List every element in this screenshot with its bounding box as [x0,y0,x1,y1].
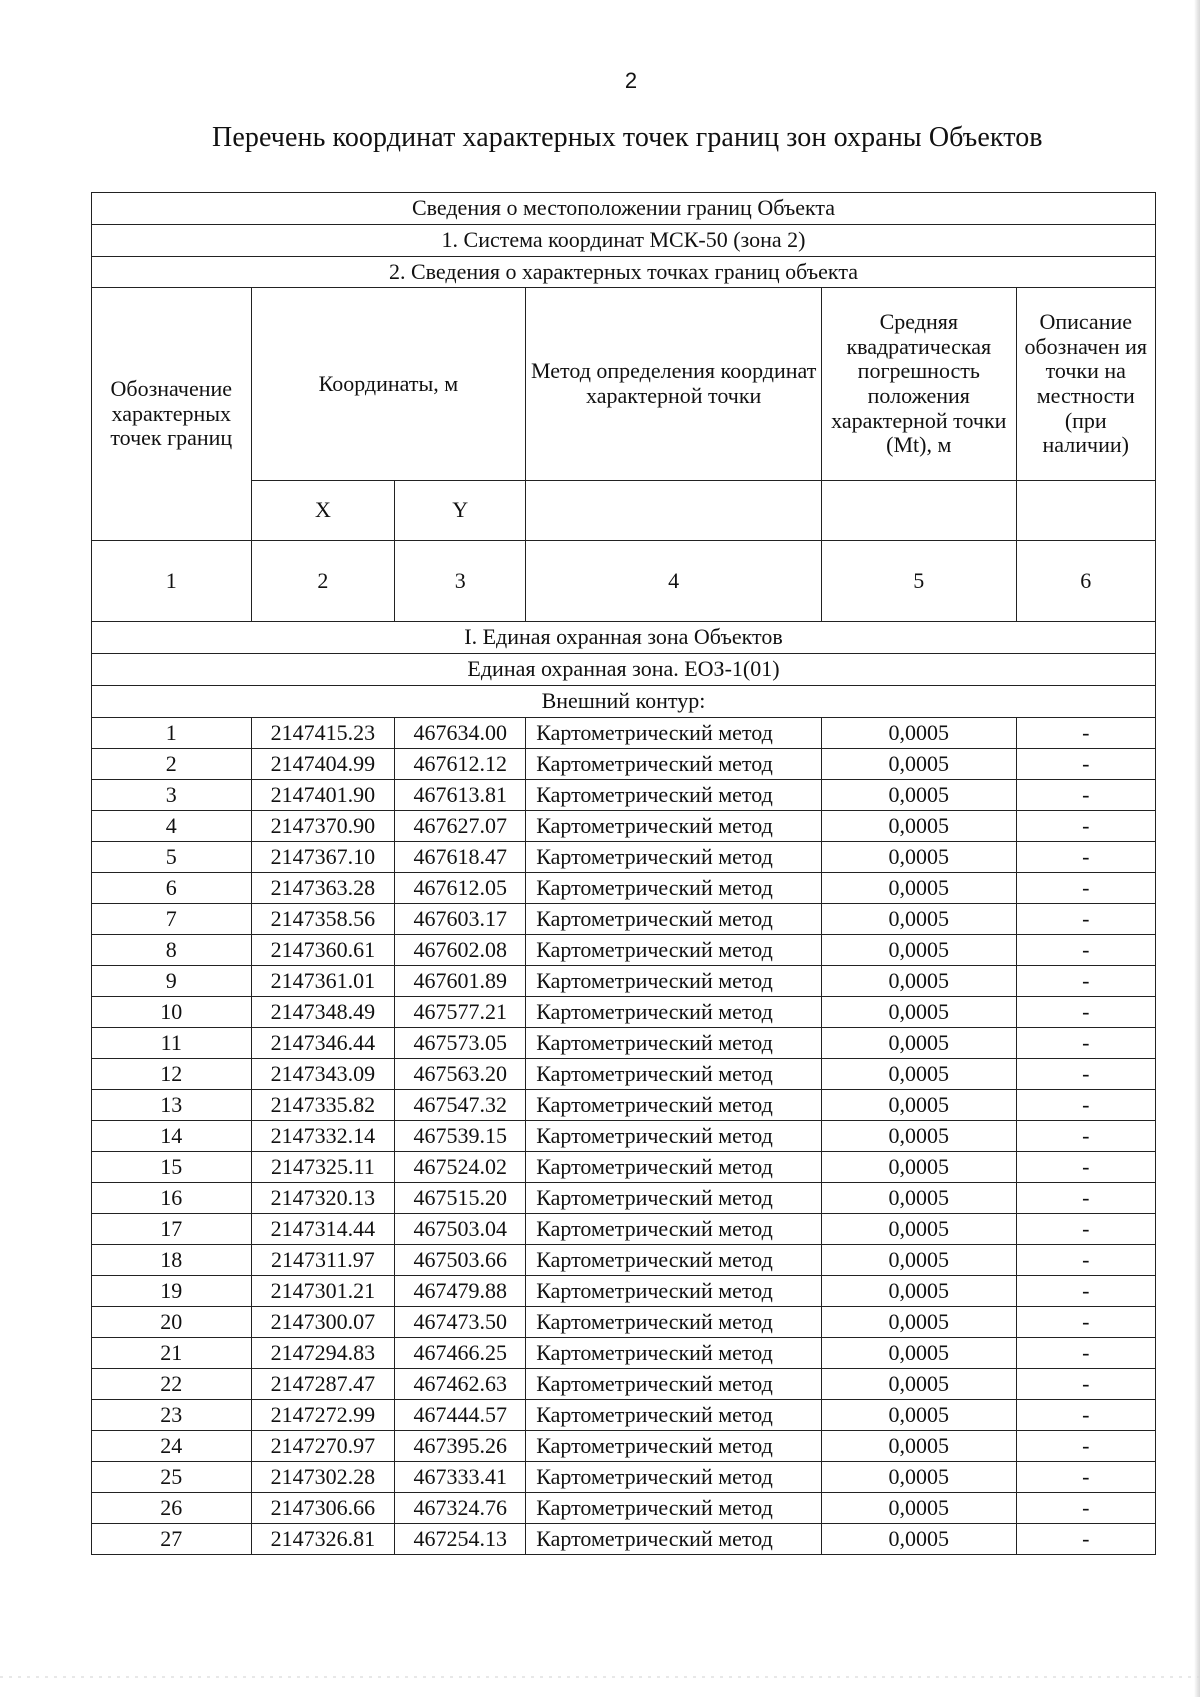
point-number-cell: 27 [92,1524,252,1555]
description-cell: - [1016,966,1156,997]
point-number-cell: 17 [92,1214,252,1245]
y-coordinate-cell: 467395.26 [395,1431,526,1462]
description-cell: - [1016,873,1156,904]
y-coordinate-cell: 467573.05 [395,1028,526,1059]
table-row [92,1183,1156,1214]
table-row [92,935,1156,966]
method-cell: Картометрический метод [526,1028,822,1059]
description-cell: - [1016,1276,1156,1307]
coordinates-table [91,192,1156,1555]
point-number-cell: 8 [92,935,252,966]
method-cell: Картометрический метод [526,1152,822,1183]
method-cell: Картометрический метод [526,718,822,749]
error-cell: 0,0005 [822,1493,1016,1524]
method-cell: Картометрический метод [526,1369,822,1400]
description-cell: - [1016,1245,1156,1276]
table-row [92,1431,1156,1462]
column-header-coordinates: Координаты, м [251,288,526,481]
zone-title: Единая охранная зона. ЕОЗ-1(01) [92,654,1156,686]
column-number-row [92,541,1156,622]
table-row [92,1090,1156,1121]
point-number-cell: 2 [92,749,252,780]
y-coordinate-cell: 467612.05 [395,873,526,904]
x-coordinate-cell: 2147401.90 [251,780,395,811]
point-number-cell: 26 [92,1493,252,1524]
method-cell: Картометрический метод [526,1431,822,1462]
header-row-coordinate-system [92,225,1156,257]
method-cell: Картометрический метод [526,780,822,811]
point-number-cell: 24 [92,1431,252,1462]
x-coordinate-cell: 2147343.09 [251,1059,395,1090]
point-number-cell: 3 [92,780,252,811]
error-cell: 0,0005 [822,1462,1016,1493]
point-number-cell: 9 [92,966,252,997]
error-cell: 0,0005 [822,966,1016,997]
y-coordinate-cell: 467613.81 [395,780,526,811]
error-cell: 0,0005 [822,1369,1016,1400]
method-cell: Картометрический метод [526,1493,822,1524]
description-cell: - [1016,1369,1156,1400]
document-title: Перечень координат характерных точек границ зон охраны Объектов [212,122,1043,153]
point-number-cell: 7 [92,904,252,935]
y-coordinate-cell: 467254.13 [395,1524,526,1555]
table-row [92,780,1156,811]
table-row [92,1338,1156,1369]
scan-edge-shadow [1194,0,1200,1697]
x-coordinate-cell: 2147301.21 [251,1276,395,1307]
column-number: 4 [526,541,822,622]
table-row [92,1028,1156,1059]
column-subheader-empty [1016,481,1156,541]
x-coordinate-cell: 2147361.01 [251,966,395,997]
table-row [92,1524,1156,1555]
y-coordinate-cell: 467618.47 [395,842,526,873]
table-row [92,1400,1156,1431]
y-coordinate-cell: 467627.07 [395,811,526,842]
x-coordinate-cell: 2147306.66 [251,1493,395,1524]
contour-row [92,686,1156,718]
y-coordinate-cell: 467577.21 [395,997,526,1028]
column-header-x: X [251,481,395,541]
description-cell: - [1016,1028,1156,1059]
point-number-cell: 16 [92,1183,252,1214]
column-header-method: Метод определения координат характерной точки [526,288,822,481]
error-cell: 0,0005 [822,749,1016,780]
error-cell: 0,0005 [822,718,1016,749]
y-coordinate-cell: 467602.08 [395,935,526,966]
column-number: 6 [1016,541,1156,622]
point-number-cell: 13 [92,1090,252,1121]
y-coordinate-cell: 467634.00 [395,718,526,749]
description-cell: - [1016,1214,1156,1245]
header-object-info: Сведения о местоположении границ Объекта [92,193,1156,225]
method-cell: Картометрический метод [526,1307,822,1338]
x-coordinate-cell: 2147326.81 [251,1524,395,1555]
y-coordinate-cell: 467524.02 [395,1152,526,1183]
error-cell: 0,0005 [822,1090,1016,1121]
y-coordinate-cell: 467473.50 [395,1307,526,1338]
method-cell: Картометрический метод [526,749,822,780]
method-cell: Картометрический метод [526,1245,822,1276]
table-row [92,1214,1156,1245]
table-row [92,1059,1156,1090]
column-subheader-empty [526,481,822,541]
column-subheader-empty [822,481,1016,541]
description-cell: - [1016,1152,1156,1183]
column-header-point: Обозначение характерных точек границ [92,288,252,541]
table-row [92,1121,1156,1152]
method-cell: Картометрический метод [526,811,822,842]
point-number-cell: 21 [92,1338,252,1369]
scan-bottom-noise [0,1676,1200,1678]
page-number: 2 [624,68,638,93]
header-row-object [92,193,1156,225]
y-coordinate-cell: 467601.89 [395,966,526,997]
method-cell: Картометрический метод [526,1524,822,1555]
error-cell: 0,0005 [822,1276,1016,1307]
y-coordinate-cell: 467603.17 [395,904,526,935]
error-cell: 0,0005 [822,1214,1016,1245]
description-cell: - [1016,1524,1156,1555]
error-cell: 0,0005 [822,780,1016,811]
point-number-cell: 11 [92,1028,252,1059]
point-number-cell: 6 [92,873,252,904]
y-coordinate-cell: 467462.63 [395,1369,526,1400]
x-coordinate-cell: 2147346.44 [251,1028,395,1059]
method-cell: Картометрический метод [526,904,822,935]
x-coordinate-cell: 2147302.28 [251,1462,395,1493]
point-number-cell: 1 [92,718,252,749]
table-row [92,718,1156,749]
table-row [92,1462,1156,1493]
column-header-row [92,288,1156,481]
method-cell: Картометрический метод [526,997,822,1028]
x-coordinate-cell: 2147287.47 [251,1369,395,1400]
description-cell: - [1016,780,1156,811]
header-row-points-info [92,257,1156,288]
error-cell: 0,0005 [822,935,1016,966]
error-cell: 0,0005 [822,1183,1016,1214]
y-coordinate-cell: 467547.32 [395,1090,526,1121]
point-number-cell: 23 [92,1400,252,1431]
table-row [92,873,1156,904]
description-cell: - [1016,1493,1156,1524]
method-cell: Картометрический метод [526,1183,822,1214]
column-number: 5 [822,541,1016,622]
description-cell: - [1016,1121,1156,1152]
table-row [92,1245,1156,1276]
description-cell: - [1016,718,1156,749]
method-cell: Картометрический метод [526,1462,822,1493]
section-row [92,622,1156,654]
point-number-cell: 19 [92,1276,252,1307]
description-cell: - [1016,1462,1156,1493]
error-cell: 0,0005 [822,1028,1016,1059]
point-number-cell: 4 [92,811,252,842]
table-row [92,1369,1156,1400]
x-coordinate-cell: 2147311.97 [251,1245,395,1276]
description-cell: - [1016,1400,1156,1431]
table-row [92,966,1156,997]
x-coordinate-cell: 2147300.07 [251,1307,395,1338]
y-coordinate-cell: 467503.66 [395,1245,526,1276]
x-coordinate-cell: 2147370.90 [251,811,395,842]
x-coordinate-cell: 2147358.56 [251,904,395,935]
point-number-cell: 22 [92,1369,252,1400]
table-row [92,842,1156,873]
x-coordinate-cell: 2147363.28 [251,873,395,904]
x-coordinate-cell: 2147332.14 [251,1121,395,1152]
error-cell: 0,0005 [822,842,1016,873]
x-coordinate-cell: 2147325.11 [251,1152,395,1183]
zone-row [92,654,1156,686]
header-points-info: 2. Сведения о характерных точках границ объекта [92,257,1156,288]
method-cell: Картометрический метод [526,873,822,904]
y-coordinate-cell: 467333.41 [395,1462,526,1493]
description-cell: - [1016,1090,1156,1121]
y-coordinate-cell: 467612.12 [395,749,526,780]
table-row [92,1307,1156,1338]
x-coordinate-cell: 2147348.49 [251,997,395,1028]
x-coordinate-cell: 2147272.99 [251,1400,395,1431]
section-title: I. Единая охранная зона Объектов [92,622,1156,654]
method-cell: Картометрический метод [526,1400,822,1431]
x-coordinate-cell: 2147294.83 [251,1338,395,1369]
y-coordinate-cell: 467515.20 [395,1183,526,1214]
x-coordinate-cell: 2147314.44 [251,1214,395,1245]
point-number-cell: 25 [92,1462,252,1493]
error-cell: 0,0005 [822,1307,1016,1338]
error-cell: 0,0005 [822,904,1016,935]
description-cell: - [1016,1307,1156,1338]
contour-title: Внешний контур: [92,686,1156,718]
point-number-cell: 5 [92,842,252,873]
point-number-cell: 10 [92,997,252,1028]
x-coordinate-cell: 2147360.61 [251,935,395,966]
y-coordinate-cell: 467539.15 [395,1121,526,1152]
method-cell: Картометрический метод [526,1338,822,1369]
column-header-description: Описание обозначен ия точки на местности (при наличии) [1016,288,1156,481]
description-cell: - [1016,904,1156,935]
table-row [92,904,1156,935]
column-number: 2 [251,541,395,622]
point-number-cell: 15 [92,1152,252,1183]
description-cell: - [1016,749,1156,780]
method-cell: Картометрический метод [526,1059,822,1090]
x-coordinate-cell: 2147404.99 [251,749,395,780]
method-cell: Картометрический метод [526,842,822,873]
table-row [92,749,1156,780]
table-row [92,1276,1156,1307]
description-cell: - [1016,935,1156,966]
error-cell: 0,0005 [822,1059,1016,1090]
description-cell: - [1016,997,1156,1028]
y-coordinate-cell: 467324.76 [395,1493,526,1524]
description-cell: - [1016,1183,1156,1214]
point-number-cell: 12 [92,1059,252,1090]
y-coordinate-cell: 467563.20 [395,1059,526,1090]
method-cell: Картометрический метод [526,1214,822,1245]
method-cell: Картометрический метод [526,1121,822,1152]
y-coordinate-cell: 467444.57 [395,1400,526,1431]
method-cell: Картометрический метод [526,1090,822,1121]
x-coordinate-cell: 2147367.10 [251,842,395,873]
column-number: 3 [395,541,526,622]
error-cell: 0,0005 [822,873,1016,904]
header-coordinate-system: 1. Система координат МСК-50 (зона 2) [92,225,1156,257]
description-cell: - [1016,811,1156,842]
error-cell: 0,0005 [822,997,1016,1028]
error-cell: 0,0005 [822,811,1016,842]
column-header-error: Средняя квадратическая погрешность положения характерной точки (Mt), м [822,288,1016,481]
y-coordinate-cell: 467503.04 [395,1214,526,1245]
error-cell: 0,0005 [822,1400,1016,1431]
x-coordinate-cell: 2147335.82 [251,1090,395,1121]
table-row [92,1152,1156,1183]
error-cell: 0,0005 [822,1121,1016,1152]
table-row [92,997,1156,1028]
error-cell: 0,0005 [822,1245,1016,1276]
method-cell: Картометрический метод [526,935,822,966]
column-header-y: Y [395,481,526,541]
column-number: 1 [92,541,252,622]
x-coordinate-cell: 2147270.97 [251,1431,395,1462]
method-cell: Картометрический метод [526,966,822,997]
table-row [92,811,1156,842]
x-coordinate-cell: 2147320.13 [251,1183,395,1214]
error-cell: 0,0005 [822,1152,1016,1183]
error-cell: 0,0005 [822,1524,1016,1555]
point-number-cell: 14 [92,1121,252,1152]
y-coordinate-cell: 467466.25 [395,1338,526,1369]
point-number-cell: 20 [92,1307,252,1338]
error-cell: 0,0005 [822,1431,1016,1462]
description-cell: - [1016,1431,1156,1462]
point-number-cell: 18 [92,1245,252,1276]
y-coordinate-cell: 467479.88 [395,1276,526,1307]
description-cell: - [1016,842,1156,873]
method-cell: Картометрический метод [526,1276,822,1307]
description-cell: - [1016,1338,1156,1369]
x-coordinate-cell: 2147415.23 [251,718,395,749]
error-cell: 0,0005 [822,1338,1016,1369]
table-row [92,1493,1156,1524]
column-subheader-row [92,481,1156,541]
description-cell: - [1016,1059,1156,1090]
